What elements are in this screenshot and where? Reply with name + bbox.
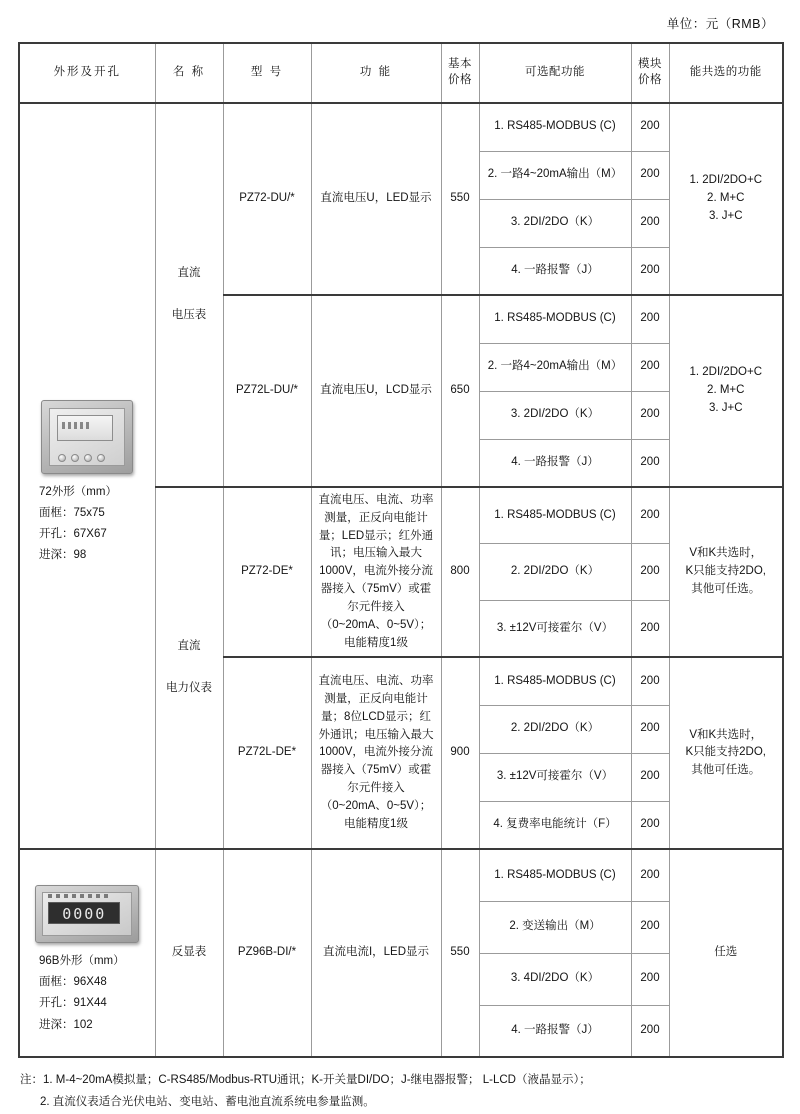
model-pz96b-di: PZ96B-DI/* [223, 849, 311, 1057]
option-price: 200 [631, 1005, 669, 1057]
option-label: 3. 2DI/2DO（K） [479, 391, 631, 439]
header-function: 功 能 [311, 43, 441, 103]
product-image-cell-72 [19, 103, 155, 849]
header-name: 名 称 [155, 43, 223, 103]
combinable-line: 1. 2DI/2DO+C [689, 366, 763, 379]
meter-96b-image [35, 885, 139, 943]
group-name-line: 直流 [177, 640, 201, 653]
caption-line: 96B外形（mm） [39, 954, 125, 967]
option-price: 200 [631, 391, 669, 439]
unit-note: 单位：元（RMB） [666, 17, 774, 31]
specification-table [18, 42, 784, 1058]
base-price-pz72-du: 550 [441, 103, 479, 295]
combinable-pz72-du [669, 103, 783, 295]
option-price: 200 [631, 801, 669, 849]
option-label: 4. 一路报警（J） [479, 439, 631, 487]
option-label: 4. 复费率电能统计（F） [479, 801, 631, 849]
option-price: 200 [631, 487, 669, 544]
header-base-price [441, 43, 479, 103]
model-pz72-de: PZ72-DE* [223, 487, 311, 657]
table-header-row [19, 43, 783, 103]
option-label: 3. ±12V可接霍尔（V） [479, 753, 631, 801]
footer-notes [18, 1070, 782, 1114]
combinable-line: V和K共选时， [689, 547, 763, 560]
option-price: 200 [631, 953, 669, 1005]
option-label: 1. RS485-MODBUS (C) [479, 657, 631, 705]
caption-line: 72外形（mm） [39, 485, 117, 498]
option-price: 200 [631, 849, 669, 901]
function-pz72-de: 直流电压、电流、功率测量，正反向电能计量；LED显示；红外通讯；电压输入最大1000V，电流外接分流器接入（75mV）或霍尔元件接入（0~20mA、0~5V）；电能精度1级 [311, 487, 441, 657]
option-label: 2. 一路4~20mA输出（M） [479, 343, 631, 391]
base-price-pz72l-de: 900 [441, 657, 479, 849]
group-name-line: 直流 [177, 267, 201, 280]
option-price: 200 [631, 343, 669, 391]
option-price: 200 [631, 439, 669, 487]
function-pz72l-du: 直流电压U，LCD显示 [311, 295, 441, 487]
option-label: 1. RS485-MODBUS (C) [479, 103, 631, 151]
option-label: 1. RS485-MODBUS (C) [479, 849, 631, 901]
option-label: 4. 一路报警（J） [479, 247, 631, 295]
header-outline: 外形及开孔 [19, 43, 155, 103]
function-pz96b-di: 直流电流I，LED显示 [311, 849, 441, 1057]
combinable-pz72l-de [669, 657, 783, 849]
combinable-line: 其他可任选。 [691, 764, 761, 777]
group-name-line: 电压表 [171, 309, 207, 321]
header-module-price [631, 43, 669, 103]
option-price: 200 [631, 705, 669, 753]
product-image-caption-96b [25, 951, 150, 1036]
option-price: 200 [631, 657, 669, 705]
option-price: 200 [631, 247, 669, 295]
note-line-2: 2. 直流仪表适合光伏电站、变电站、蓄电池直流系统电参量监测。 [40, 1096, 375, 1109]
meter-96b-display: 0000 [48, 902, 120, 924]
group-name-reverse-display-meter: 反显表 [155, 849, 223, 1057]
combinable-line: 2. M+C [707, 384, 745, 397]
model-pz72-du: PZ72-DU/* [223, 103, 311, 295]
option-label: 2. 2DI/2DO（K） [479, 544, 631, 601]
option-label: 3. ±12V可接霍尔（V） [479, 601, 631, 658]
base-price-pz96b-di: 550 [441, 849, 479, 1057]
group-name-dc-power-meter [155, 487, 223, 849]
option-label: 1. RS485-MODBUS (C) [479, 487, 631, 544]
caption-line: 进深：98 [39, 549, 87, 562]
option-label: 1. RS485-MODBUS (C) [479, 295, 631, 343]
caption-line: 开孔：91X44 [39, 997, 107, 1010]
combinable-line: 1. 2DI/2DO+C [689, 174, 763, 187]
caption-line: 进深：102 [39, 1018, 93, 1031]
base-price-pz72-de: 800 [441, 487, 479, 657]
table-row [19, 849, 783, 901]
note-line-1: 注：1. M-4~20mA模拟量；C-RS485/Modbus-RTU通讯；K-开关量DI/DO；J-继电器报警； L-LCD（液晶显示）； [20, 1074, 591, 1087]
combinable-line: 3. J+C [708, 209, 743, 222]
header-model: 型 号 [223, 43, 311, 103]
combinable-line: K只能支持2DO, [685, 746, 766, 759]
option-label: 4. 一路报警（J） [479, 1005, 631, 1057]
option-label: 2. 一路4~20mA输出（M） [479, 151, 631, 199]
header-optional-function: 可选配功能 [479, 43, 631, 103]
option-price: 200 [631, 544, 669, 601]
group-name-line: 电力仪表 [166, 682, 212, 695]
header-combinable-function: 能共选的功能 [669, 43, 783, 103]
option-label: 2. 2DI/2DO（K） [479, 705, 631, 753]
combinable-line: K只能支持2DO, [685, 565, 766, 578]
combinable-pz72-de [669, 487, 783, 657]
combinable-line: V和K共选时， [689, 728, 763, 741]
option-label: 3. 2DI/2DO（K） [479, 199, 631, 247]
group-name-dc-voltmeter [155, 103, 223, 487]
table-row [19, 103, 783, 151]
product-image-cell-96b [19, 849, 155, 1057]
header-module-price-line2: 价格 [638, 74, 662, 86]
header-base-price-line2: 价格 [448, 74, 472, 86]
combinable-pz96b-di: 任选 [669, 849, 783, 1057]
caption-line: 开孔：67X67 [39, 528, 107, 541]
base-price-pz72l-du: 650 [441, 295, 479, 487]
option-label: 3. 4DI/2DO（K） [479, 953, 631, 1005]
product-image-caption-72 [25, 482, 150, 567]
function-pz72l-de: 直流电压、电流、功率测量，正反向电能计量；8位LCD显示；红外通讯；电压输入最大1000V，电流外接分流器接入（75mV）或霍尔元件接入（0~20mA、0~5V）；电能精度1级 [311, 657, 441, 849]
option-price: 200 [631, 103, 669, 151]
combinable-line: 其他可任选。 [691, 583, 761, 596]
function-pz72-du: 直流电压U，LED显示 [311, 103, 441, 295]
option-price: 200 [631, 753, 669, 801]
caption-line: 面框：75x75 [39, 506, 105, 519]
model-pz72l-du: PZ72L-DU/* [223, 295, 311, 487]
header-module-price-line1: 模块 [638, 58, 662, 71]
option-label: 2. 变送输出（M） [479, 901, 631, 953]
option-price: 200 [631, 295, 669, 343]
combinable-pz72l-du [669, 295, 783, 487]
meter-72-image [41, 400, 133, 474]
option-price: 200 [631, 199, 669, 247]
caption-line: 面框：96X48 [39, 976, 107, 989]
combinable-line: 2. M+C [707, 192, 745, 205]
combinable-line: 3. J+C [708, 401, 743, 414]
option-price: 200 [631, 601, 669, 658]
model-pz72l-de: PZ72L-DE* [223, 657, 311, 849]
option-price: 200 [631, 151, 669, 199]
header-base-price-line1: 基本 [448, 58, 472, 71]
option-price: 200 [631, 901, 669, 953]
